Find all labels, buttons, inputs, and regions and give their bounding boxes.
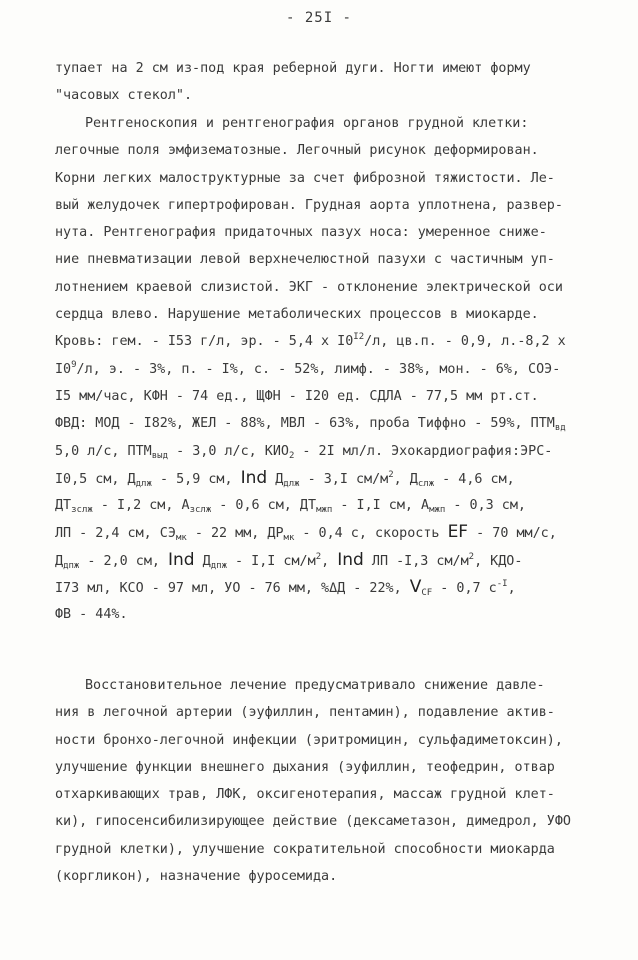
text-line: Корни легких малоструктурные за счет фиброзной тяжистости. Ле- — [55, 170, 555, 186]
text-line: улучшение функции внешнего дыхания (эуфиллин, теофедрин, отвар — [55, 759, 555, 775]
echo-line-4: $Д_{дпж} - 2,0$ см, Ind $Д_{дпж} - I,I$ $см/м^2$, Ind ЛП -I,3 $см/м^2$, КДО- — [55, 549, 523, 571]
intro-paragraph — [55, 55, 603, 110]
text-line: лотнением краевой слизистой. ЭКГ - отклонение электрической оси — [55, 279, 563, 295]
handwritten-text: Ind — [337, 549, 364, 570]
fvd-line-1: ФВД: МОД - I82%, ЖЕЛ - 88%, МВЛ - 63%, проба Тиффно - 59%, $ПТМ_{вд}$ — [55, 416, 566, 434]
treatment-paragraph — [55, 672, 603, 890]
handwritten-text: EF — [447, 522, 469, 543]
text-line: легочные поля эмфизематозные. Легочный рисунок деформирован. — [55, 143, 539, 159]
text-line: ние пневматизации левой верхнечелюстной пазухи с частичным уп- — [55, 252, 555, 268]
text-line: (коргликон), назначение фуросемида. — [55, 869, 338, 885]
echo-line-1: I0,5 см, $Д_{длж} - 5,9$ см, Ind $Д_{длж} - 3,I$ $см/м^2$, $Д_{слж} - 4,6$ см, — [55, 467, 515, 489]
text-line: ности бронхо-легочной инфекции (эритромицин, сульфадиметоксин), — [55, 732, 563, 748]
text-line: нута. Рентгенография придаточных пазух носа: умеренное сниже- — [55, 225, 547, 241]
echo-line-3: ЛП - 2,4 см, $СЭ_{мк} - 22$ мм, $ДР_{мк} - 0,4$ с, скорость EF - 70 мм/с, — [55, 522, 557, 544]
echo-line-6: ФВ - 44%. — [55, 607, 128, 623]
blood-line-1: Кровь: гем. - I53 г/л, эр. - 5,4 х $I0^{I2}/л$, цв.п. - 0,9, л.-8,2 х — [55, 332, 566, 350]
text-line: отхаркивающих трав, ЛФК, оксигенотерапия, массаж грудной клет- — [55, 787, 555, 803]
page-number: - 25I - — [285, 10, 352, 26]
text-line: Рентгеноскопия и рентгенография органов грудной клетки: — [85, 116, 529, 131]
echo-line-5: I73 мл, КСО - 97 мл, УО - 76 мм, %ΔД - 22%, $V_{CF} - 0,7$ $с^{-I}$, — [55, 577, 516, 599]
text-line: Восстановительное лечение предусматривало снижение давле- — [85, 678, 545, 693]
text-line: "часовых стекол". — [55, 88, 193, 104]
text-line: ки), гипосенсибилизирующее действие (дексаметазон, димедрол, УФО — [55, 814, 571, 830]
examination-paragraph — [55, 110, 603, 629]
echo-line-2: $ДТ_{зслж} - I,2$ см, $А_{зслж} - 0,6$ см, $ДТ_{мжп} - I,I$ см, $А_{мжп} - 0,3$ см, — [55, 498, 526, 516]
handwritten-text: V — [409, 577, 422, 598]
blood-line-3: I5 мм/час, КФН - 74 ед., ЩФН - I20 ед. СДЛА - 77,5 мм рт.ст. — [55, 388, 539, 404]
text-line: вый желудочек гипертрофирован. Грудная аорта уплотнена, развер- — [55, 197, 563, 213]
handwritten-text: Ind — [240, 467, 268, 488]
blood-line-2: $I0^9/л$, э. - 3%, п. - I%, с. - 52%, лимф. - 38%, мон. - 6%, СОЭ- — [55, 359, 561, 377]
fvd-line-2: 5,0 л/с, $ПТМ_{выд} - 3,0$ л/с, $КИО_2 - 2I$ мл/л. Эхокардиография:ЭРС- — [55, 443, 553, 461]
text-line: ния в легочной артерии (эуфиллин, пентамин), подавление актив- — [55, 705, 555, 721]
text-line: тупает на 2 см из-под края реберной дуги. Ногти имеют форму — [55, 61, 531, 76]
handwritten-text: Ind — [168, 549, 195, 570]
text-line: сердца влево. Нарушение метаболических процессов в миокарде. — [55, 307, 539, 323]
text-line: грудной клетки), улучшение сократительной способности миокарда — [55, 841, 555, 857]
